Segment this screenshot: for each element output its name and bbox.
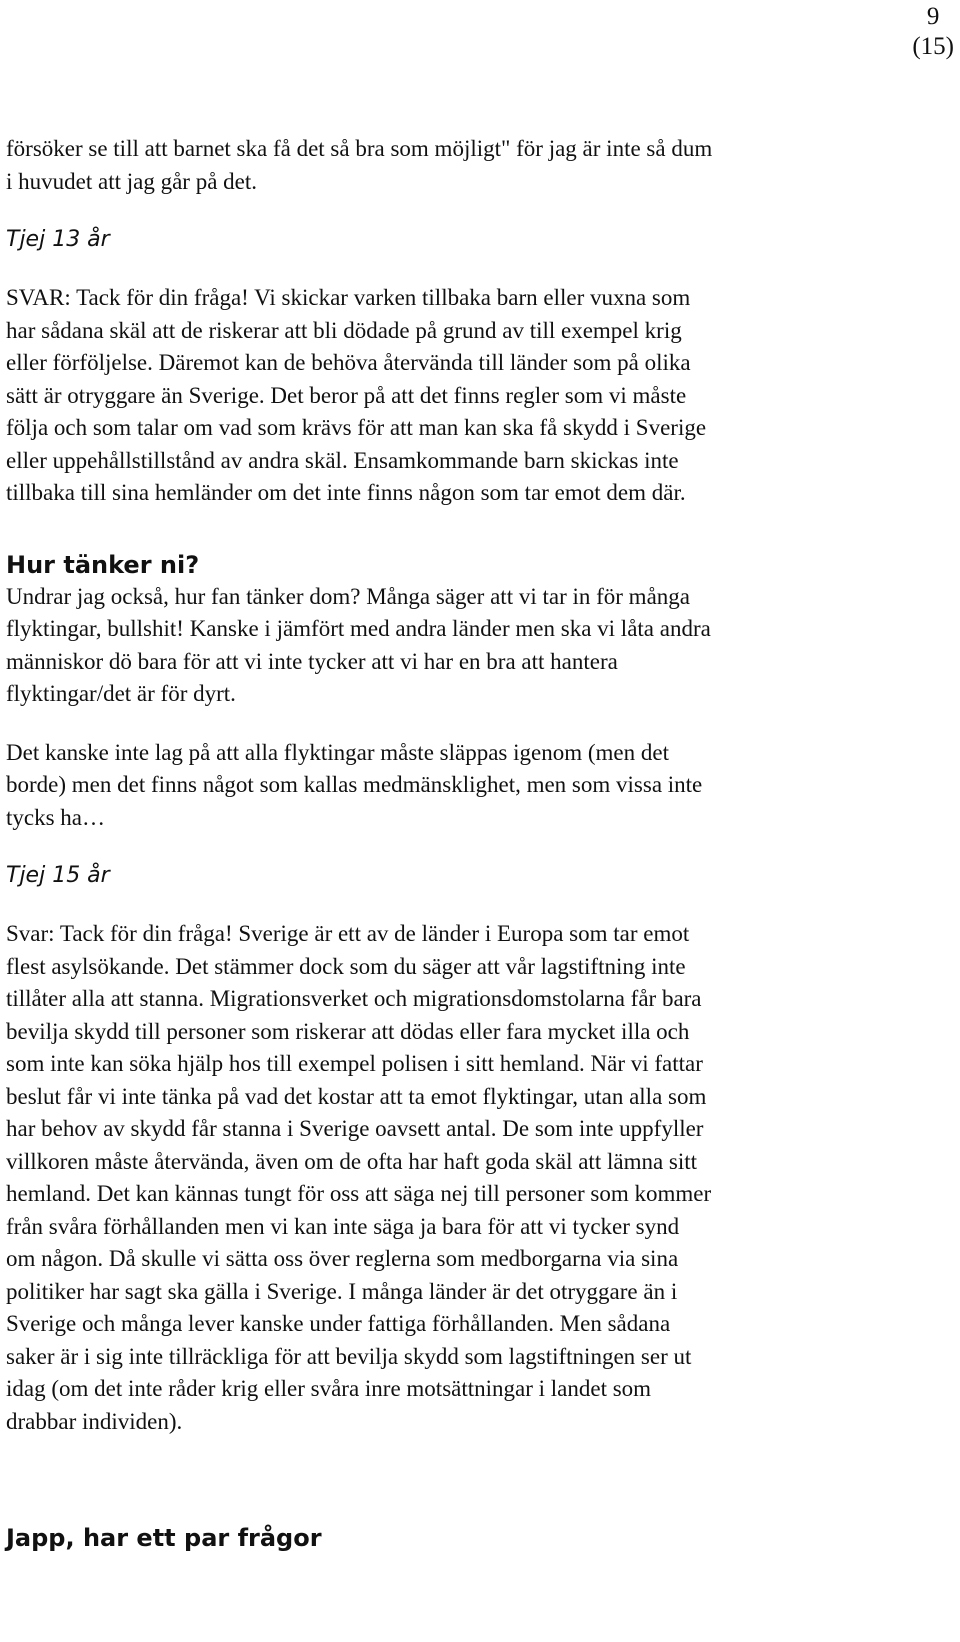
text-line: tillbaka till sina hemländer om det inte finns någon som tar emot dem där. <box>6 480 686 505</box>
question-heading: Japp, har ett par frågor <box>6 1524 322 1552</box>
text-line: flyktingar/det är för dyrt. <box>6 681 236 706</box>
question-paragraph <box>6 737 951 835</box>
text-line: som inte kan söka hjälp hos till exempel polisen i sitt hemland. När vi fattar <box>6 1051 703 1076</box>
text-line: Sverige och många lever kanske under fattiga förhållanden. Men sådana <box>6 1311 671 1336</box>
question-paragraph <box>6 581 951 711</box>
text-line: från svåra förhållanden men vi kan inte säga ja bara för att vi tycker synd <box>6 1213 680 1239</box>
text-line: sätt är otryggare än Sverige. Det beror på att det finns regler som vi måste <box>6 382 687 408</box>
text-line: saker är i sig inte tillräckliga för att bevilja skydd som lagstiftningen ser ut <box>6 1343 692 1369</box>
text-line: villkoren måste återvända, även om de ofta har haft goda skäl att lämna sitt <box>6 1148 698 1174</box>
text-line: borde) men det finns något som kallas medmänsklighet, men som vissa inte <box>6 772 703 797</box>
text-line: tillåter alla att stanna. Migrationsverket och migrationsdomstolarna får bara <box>6 986 702 1011</box>
text-line: flest asylsökande. Det stämmer dock som du säger att vår lagstiftning inte <box>6 953 686 979</box>
answer-paragraph <box>6 282 951 510</box>
text-line: människor dö bara för att vi inte tycker att vi har en bra att hantera <box>6 648 618 674</box>
text-line: har behov av skydd får stanna i Sverige oavsett antal. De som inte uppfyller <box>6 1116 704 1141</box>
text-line: i huvudet att jag går på det. <box>6 168 258 194</box>
text-line: beslut får vi inte tänka på vad det kostar att ta emot flyktingar, utan alla som <box>6 1083 707 1109</box>
text-line: Undrar jag också, hur fan tänker dom? Många säger att vi tar in för många <box>6 583 690 609</box>
text-line: följa och som talar om vad som krävs för att man kan ska få skydd i Sverige <box>6 415 707 440</box>
text-line: eller förföljelse. Däremot kan de behöva återvända till länder som på olika <box>6 350 691 375</box>
text-line: försöker se till att barnet ska få det så bra som möjligt" för jag är inte så dum <box>6 136 713 161</box>
text-line: har sådana skäl att de riskerar att bli dödade på grund av till exempel krig <box>6 317 682 343</box>
text-line: tycks ha… <box>6 804 106 830</box>
question-author-label: Tjej 13 år <box>6 227 110 252</box>
text-line: om någon. Då skulle vi sätta oss över reglerna som medborgarna via sina <box>6 1246 679 1271</box>
text-line: idag (om det inte råder krig eller svåra inre motsättningar i landet som <box>6 1376 652 1401</box>
question-author-label: Tjej 15 år <box>6 863 110 888</box>
text-line: drabbar individen). <box>6 1408 183 1434</box>
text-line: politiker har sagt ska gälla i Sverige. I många länder är det otryggare än i <box>6 1278 678 1304</box>
text-line: Det kanske inte lag på att alla flyktingar måste släppas igenom (men det <box>6 739 669 765</box>
text-line: eller uppehållstillstånd av andra skäl. Ensamkommande barn skickas inte <box>6 447 679 473</box>
text-line: SVAR: Tack för din fråga! Vi skickar varken tillbaka barn eller vuxna som <box>6 285 691 310</box>
page-number <box>912 2 954 62</box>
document-body <box>6 133 951 1554</box>
text-line: Svar: Tack för din fråga! Sverige är ett av de länder i Europa som tar emot <box>6 921 690 946</box>
paragraph-continuation <box>6 133 951 198</box>
question-heading: Hur tänker ni? <box>6 550 200 579</box>
text-line: flyktingar, bullshit! Kanske i jämfört med andra länder men ska vi låta andra <box>6 616 711 641</box>
text-line: hemland. Det kan kännas tungt för oss att säga nej till personer som kommer <box>6 1181 712 1206</box>
page-number-current: 9 <box>926 3 940 30</box>
page-number-total: (15) <box>912 33 954 60</box>
text-line: bevilja skydd till personer som riskerar att dödas eller fara mycket illa och <box>6 1018 690 1044</box>
answer-paragraph <box>6 918 951 1438</box>
